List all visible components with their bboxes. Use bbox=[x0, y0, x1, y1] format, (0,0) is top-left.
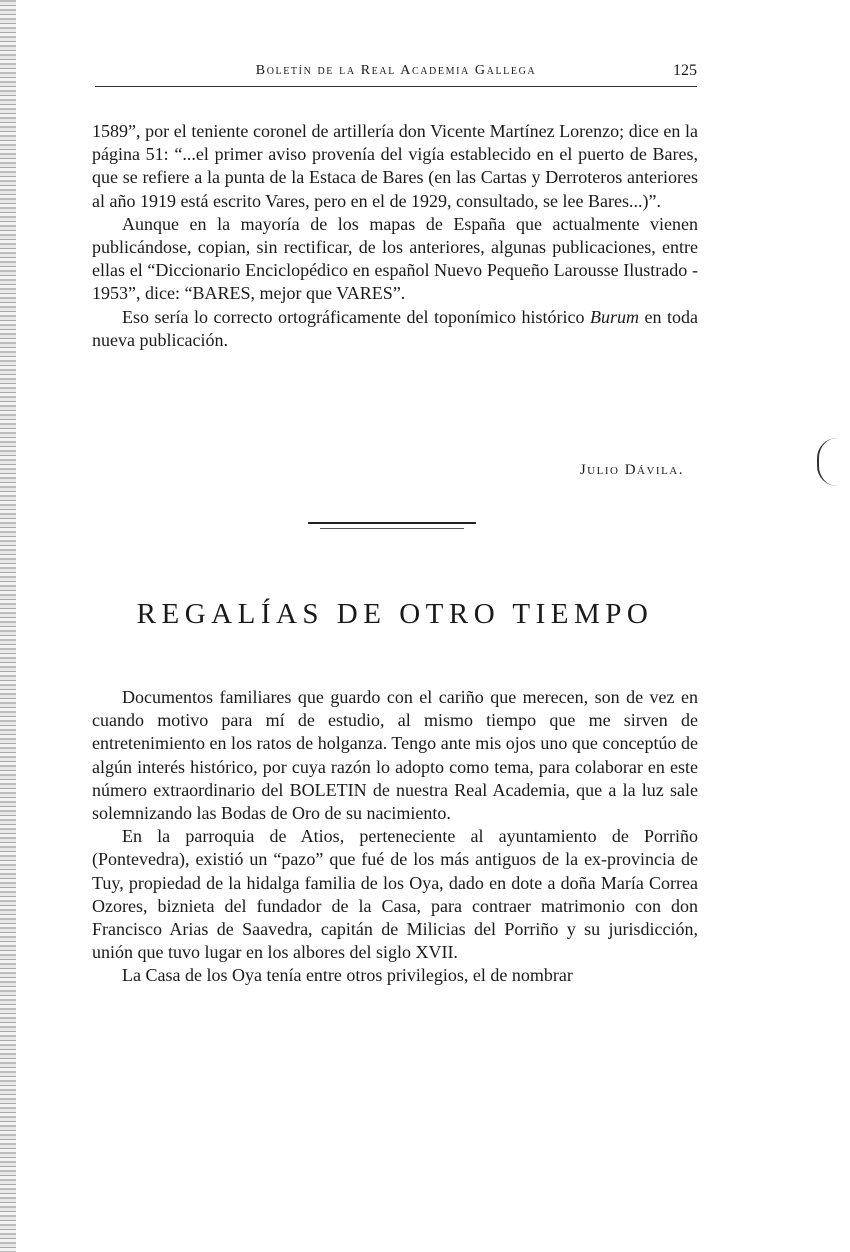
paragraph bbox=[92, 306, 698, 352]
article-body bbox=[92, 686, 698, 988]
paragraph: En la parroquia de Atios, perteneciente al ayuntamiento de Porriño (Pontevedra), existió un “pazo” que fué de los más antiguos de la ex-provincia de Tuy, propiedad de la hidalga familia de los Oya, dado en dote a doña María Correa Ozores, biznieta del fundador de la Casa, para contraer matrimonio con don Francisco Arias de Saavedra, capitán de Milicias del Porriño y su jurisdicción, unión que tuvo lugar en los albores del siglo XVII. bbox=[92, 826, 698, 963]
journal-title: Boletín de la Real Academia Gallega bbox=[255, 63, 537, 78]
section-divider-thin bbox=[320, 528, 464, 529]
author-signature: Julio Dávila. bbox=[579, 462, 684, 478]
scanned-page-edge bbox=[0, 0, 16, 1252]
margin-mark bbox=[817, 438, 839, 486]
article-title: REGALÍAS DE OTRO TIEMPO bbox=[136, 598, 654, 630]
previous-article-text bbox=[92, 120, 698, 352]
paragraph: Documentos familiares que guardo con el cariño que merecen, son de vez en cuando motivo para mí de estudio, al mismo tiempo que me sirven de entretenimiento en los ratos de holganza. Tengo ante mis ojos uno que conceptúo de algún interés histórico, por cuya razón lo adopto como tema, para colaborar en este número extraordinario del BOLETIN de nuestra Real Academia, que a la luz sale solemnizando las Bodas de Oro de su nacimiento. bbox=[92, 687, 698, 824]
paragraph: La Casa de los Oya tenía entre otros privilegios, el de nombrar bbox=[122, 965, 573, 986]
text-run: en toda nueva publicación. bbox=[92, 306, 698, 350]
section-divider bbox=[308, 522, 476, 524]
page-number: 125 bbox=[673, 62, 697, 79]
italic-term: Burum bbox=[589, 306, 639, 327]
running-header bbox=[95, 60, 697, 87]
paragraph: 1589”, por el teniente coronel de artillería don Vicente Martínez Lorenzo; dice en la página 51: “...el primer aviso provenía del vigía establecido en el puerto de Bares, que se refiere a la punta de la Estaca de Bares (en las Cartas y Derroteros anteriores al año 1919 está escrito Vares, pero en el de 1929, consultado, se lee Bares...)”. bbox=[92, 121, 698, 211]
text-run: Eso sería lo correcto ortográficamente del toponímico histórico bbox=[122, 306, 590, 327]
paragraph: Aunque en la mayoría de los mapas de España que actualmente vienen publicándose, copian, sin rectificar, de los anteriores, algunas publicaciones, entre ellas el “Diccionario Enciclopédico en español Nuevo Pequeño Larousse Ilustrado - 1953”, dice: “BARES, mejor que VARES”. bbox=[92, 213, 698, 304]
